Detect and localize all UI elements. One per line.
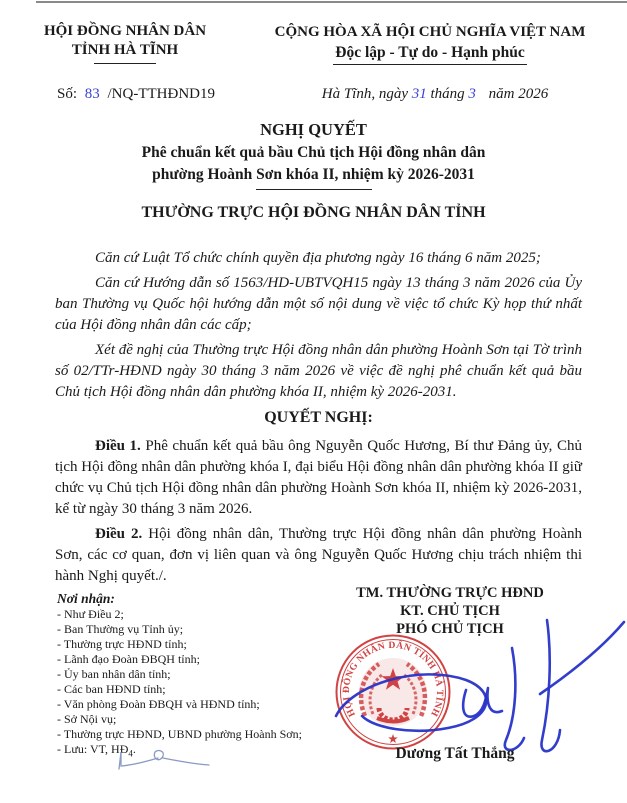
document-body: [55, 248, 582, 591]
article-2-text: Hội đồng nhân dân, Thường trực Hội đồng nhân dân phường Hoành Sơn, các cơ quan, đơn vị liên quan và ông Nguyễn Quốc Hương chịu trách nhiệm thi hành Nghị quyết./.: [55, 526, 583, 584]
title-subject-line2: phường Hoành Sơn khóa II, nhiệm kỳ 2026-2031: [152, 166, 475, 183]
recipient-item: - Ủy ban nhân dân tỉnh;: [57, 667, 171, 681]
date-day: 31: [411, 86, 427, 102]
preamble-paragraph-1: Căn cứ Luật Tổ chức chính quyền địa phương ngày 16 tháng 6 năm 2025;: [95, 250, 541, 266]
document-number: [57, 86, 215, 103]
paraph-mark-icon: [110, 742, 225, 778]
archive-subscript: 4: [128, 748, 133, 759]
article-1-text: Phê chuẩn kết quả bầu ông Nguyễn Quốc Hương, Bí thư Đảng ủy, Chủ tịch Hội đồng nhân dân phường khóa I, đại biểu Hội đồng nhân dân phường khóa II giữ chức vụ Chủ tịch Hội đồng nhân dân phường Hoành Sơn khóa II, nhiệm kỳ 2026-2031, kể từ ngày 30 tháng 3 năm 2026.: [55, 438, 582, 517]
recipients-label: Nơi nhận:: [57, 591, 115, 606]
resolution-heading: QUYẾT NGHỊ:: [264, 409, 373, 426]
archive-pre: - Lưu: VT, HĐ: [57, 742, 129, 756]
position-line: PHÓ CHỦ TỊCH: [396, 621, 504, 637]
doc-number-code: /NQ-TTHĐND19: [107, 86, 215, 102]
place-date-line: [280, 86, 590, 103]
article-1: [55, 436, 582, 520]
recipient-item: - Ban Thường vụ Tỉnh ủy;: [57, 622, 184, 636]
doc-number-value: 83: [84, 86, 100, 102]
issuing-org-block: [0, 22, 250, 65]
article-1-label: Điều 1.: [95, 438, 141, 454]
recipients-block: [57, 591, 327, 761]
preamble-paragraph-3: Xét đề nghị của Thường trực Hội đồng nhân dân phường Hoành Sơn tại Tờ trình số 02/TTr-HĐND ngày 30 tháng 3 năm 2026 về việc đề nghị phê chuẩn kết quả bầu Chủ tịch Hội đồng nhân dân phường khóa II, nhiệm kỳ 2026-2031.: [55, 342, 582, 400]
deputy-for-line: KT. CHỦ TỊCH: [400, 603, 500, 619]
date-year: năm 2026: [488, 86, 549, 102]
article-2: [55, 524, 582, 587]
signer-name: Dương Tất Thắng: [395, 745, 515, 762]
recipient-item: - Lãnh đạo Đoàn ĐBQH tỉnh;: [57, 652, 200, 666]
article-2-label: Điều 2.: [95, 526, 143, 542]
document-header: [0, 22, 627, 65]
seal-text: HỘI ĐỒNG NHÂN DÂN TỈNH HÀ TĨNH: [340, 639, 446, 719]
national-title: CỘNG HÒA XÃ HỘI CHỦ NGHĨA VIỆT NAM: [274, 24, 586, 40]
issuing-org-name: HỘI ĐỒNG NHÂN DÂN: [43, 23, 207, 39]
title-subject-line1: Phê chuẩn kết quả bầu Chủ tịch Hội đồng nhân dân: [141, 144, 486, 161]
title-block: [0, 118, 627, 222]
issuing-authority-heading: THƯỜNG TRỰC HỘI ĐỒNG NHÂN DÂN TỈNH: [141, 204, 486, 221]
national-header-block: [260, 22, 600, 65]
org-divider-line: [94, 63, 156, 64]
national-motto: Độc lập - Tự do - Hạnh phúc: [333, 42, 526, 65]
recipients-list: [57, 607, 327, 742]
issuing-org-province: TỈNH HÀ TĨNH: [71, 42, 179, 58]
recipient-item: - Sở Nội vụ;: [57, 712, 117, 726]
scan-artifact-line: [36, 1, 627, 3]
recipient-item: - Như Điều 2;: [57, 607, 124, 621]
date-month: 3: [468, 86, 476, 102]
recipient-item: - Thường trực HĐND tỉnh;: [57, 637, 187, 651]
recipient-item: - Các ban HĐND tỉnh;: [57, 682, 166, 696]
document-type: NGHỊ QUYẾT: [260, 120, 367, 139]
on-behalf-line: TM. THƯỜNG TRỰC HĐND: [356, 585, 544, 601]
date-place: Hà Tĩnh, ngày: [321, 86, 408, 102]
doc-number-label: Số:: [57, 86, 78, 102]
title-divider-line: [256, 189, 372, 190]
recipient-item: - Văn phòng Đoàn ĐBQH và HĐND tỉnh;: [57, 697, 260, 711]
date-month-label: tháng: [430, 86, 465, 102]
archive-post: .: [132, 742, 136, 756]
preamble-paragraph-2: Căn cứ Hướng dẫn số 1563/HD-UBTVQH15 ngày 13 tháng 3 năm 2026 của Ủy ban Thường vụ Quốc hội hướng dẫn một số nội dung về việc tổ chức Kỳ họp thứ nhất của Hội đồng nhân dân các cấp;: [55, 275, 582, 333]
recipient-item: - Thường trực HĐND, UBND phường Hoành Sơn;: [57, 727, 302, 741]
